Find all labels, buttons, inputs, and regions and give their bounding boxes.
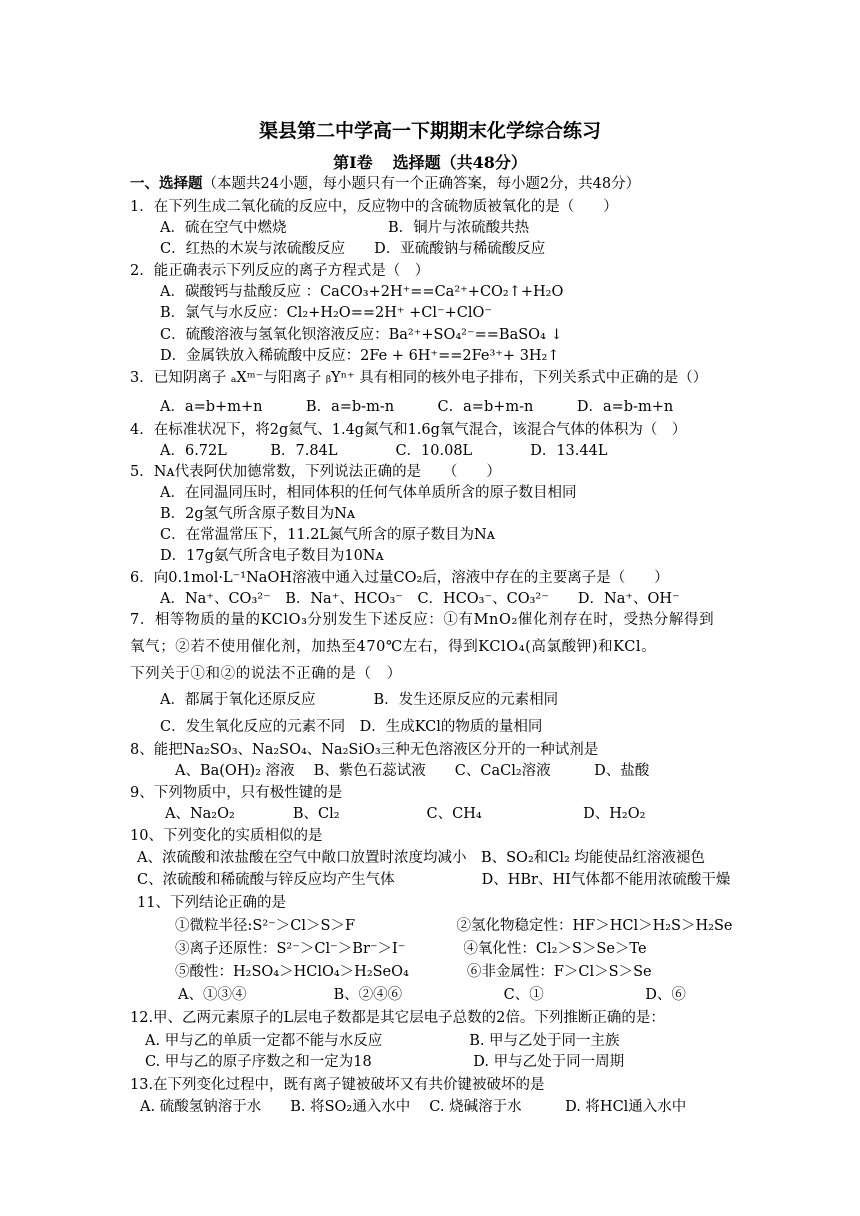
question-line: 8、能把Na₂SO₃、Na₂SO₄、Na₂SiO₃三种无色溶液区分开的一种试剂是 (130, 742, 599, 758)
section-label: 一、选择题 (130, 175, 203, 192)
question-line: 5．Nᴀ代表阿伏加德常数，下列说法正确的是 （ ） (130, 464, 501, 480)
question-line: A、Ba(OH)₂ 溶液 B、紫色石蕊试液 C、CaCl₂溶液 D、盐酸 (175, 763, 650, 779)
question-line: B．2g氢气所含原子数目为Nᴀ (160, 506, 356, 522)
question-line: 6．向0.1mol·L⁻¹NaOH溶液中通入过量CO₂后，溶液中存在的主要离子是（ ） (130, 570, 669, 586)
question-line: 13.在下列变化过程中，既有离子键被破坏又有共价键被破坏的是 (130, 1077, 545, 1093)
question-line: C．在常温常压下，11.2L氮气所含的原子数目为Nᴀ (160, 527, 495, 543)
question-line: A．硫在空气中燃烧 B．铜片与浓硫酸共热 (160, 220, 530, 236)
question-line: C．发生氧化反应的元素不同 D．生成KCl的物质的量相同 (160, 719, 543, 735)
question-line: C．红热的木炭与浓硫酸反应 D．亚硫酸钠与稀硫酸反应 (160, 241, 546, 257)
question-line: D．17g氨气所含电子数目为10Nᴀ (160, 548, 384, 564)
question-line: A、①③④ B、②④⑥ C、① D、⑥ (178, 987, 686, 1003)
question-line: A. 甲与乙的单质一定都不能与水反应 B. 甲与乙处于同一主族 (145, 1033, 620, 1049)
question-line: 下列关于①和②的说法不正确的是（ ） (130, 666, 402, 682)
question-line: A．在同温同压时，相同体积的任何气体单质所含的原子数目相同 (160, 485, 577, 501)
question-line: A. 硫酸氢钠溶于水 B. 将SO₂通入水中 C. 烧碱溶于水 D. 将HCl通入水中 (140, 1099, 687, 1115)
question-line: A．Na⁺、CO₃²⁻ B．Na⁺、HCO₃⁻ C．HCO₃⁻、CO₃²⁻ D．Na⁺、OH⁻ (160, 591, 680, 607)
question-line: 2．能正确表示下列反应的离子方程式是（ ） (130, 263, 430, 279)
question-line: 3．已知阴离子 ₐXᵐ⁻与阳离子 ᵦYⁿ⁺ 具有相同的核外电子排布，下列关系式中正确的是（） (130, 370, 708, 386)
part-heading (0, 150, 860, 173)
question-line: A．都属于氧化还原反应 B．发生还原反应的元素相同 (160, 692, 559, 708)
question-line: 10、下列变化的实质相似的是 (130, 828, 323, 844)
question-line: C. 甲与乙的原子序数之和一定为18 D. 甲与乙处于同一周期 (145, 1054, 625, 1070)
question-line: 11、下列结论正确的是 (137, 895, 286, 911)
question-line: A．a=b+m+n B．a=b-m-n C．a=b+m-n D．a=b-m+n (160, 399, 674, 415)
part-label: 第Ⅰ卷 (333, 153, 373, 172)
question-line: 1．在下列生成二氧化硫的反应中，反应物中的含硫物质被氧化的是（ ） (130, 199, 618, 215)
question-line: D．金属铁放入稀硫酸中反应：2Fe + 6H⁺==2Fe³⁺+ 3H₂↑ (160, 348, 560, 364)
question-line: 12.甲、乙两元素原子的L层电子数都是其它层电子总数的2倍。下列推断正确的是： (130, 1010, 665, 1026)
question-line: A、Na₂O₂ B、Cl₂ C、CH₄ D、H₂O₂ (165, 806, 646, 822)
question-line: C、浓硫酸和稀硫酸与锌反应均产生气体 D、HBr、HI气体都不能用浓硫酸干燥 (137, 872, 731, 888)
question-line: B．氯气与水反应：Cl₂+H₂O==2H⁺ +Cl⁻+ClO⁻ (160, 305, 493, 321)
question-line: A．6.72L B．7.84L C．10.08L D．13.44L (160, 443, 608, 459)
question-line: C．硫酸溶液与氢氧化钡溶液反应：Ba²⁺+SO₄²⁻==BaSO₄ ↓ (160, 327, 563, 343)
question-line: 氧气；②若不使用催化剂，加热至470℃左右，得到KClO₄(高氯酸钾)和KCl。 (130, 639, 657, 655)
part-title: 选择题（共48分） (392, 153, 527, 172)
page-title: 渠县第二中学高一下期期末化学综合练习 (258, 120, 601, 142)
question-line: 9、下列物质中，只有极性键的是 (130, 785, 343, 801)
question-line: ①微粒半径:S²⁻＞Cl＞S＞F ②氢化物稳定性：HF＞HCl＞H₂S＞H₂Se (175, 918, 733, 934)
question-line: A．碳酸钙与盐酸反应 ：CaCO₃+2H⁺==Ca²⁺+CO₂↑+H₂O (160, 284, 564, 300)
question-line: 7．相等物质的量的KClO₃分别发生下述反应：①有MnO₂催化剂存在时，受热分解得到 (130, 612, 715, 628)
question-line: 4．在标准状况下，将2g氦气、1.4g氮气和1.6g氧气混合，该混合气体的体积为（ ） (130, 422, 687, 438)
section-heading (130, 174, 640, 194)
question-line: A、浓硫酸和浓盐酸在空气中敞口放置时浓度均减小 B、SO₂和Cl₂ 均能使品红溶液褪色 (137, 850, 705, 866)
section-note: （本题共24小题，每小题只有一个正确答案，每小题2分，共48分） (202, 176, 641, 192)
question-line: ⑤酸性：H₂SO₄＞HClO₄＞H₂SeO₄ ⑥非金属性：F＞Cl＞S＞Se (175, 964, 652, 980)
question-line: ③离子还原性：S²⁻＞Cl⁻＞Br⁻＞I⁻ ④氧化性：Cl₂＞S＞Se＞Te (175, 941, 647, 957)
